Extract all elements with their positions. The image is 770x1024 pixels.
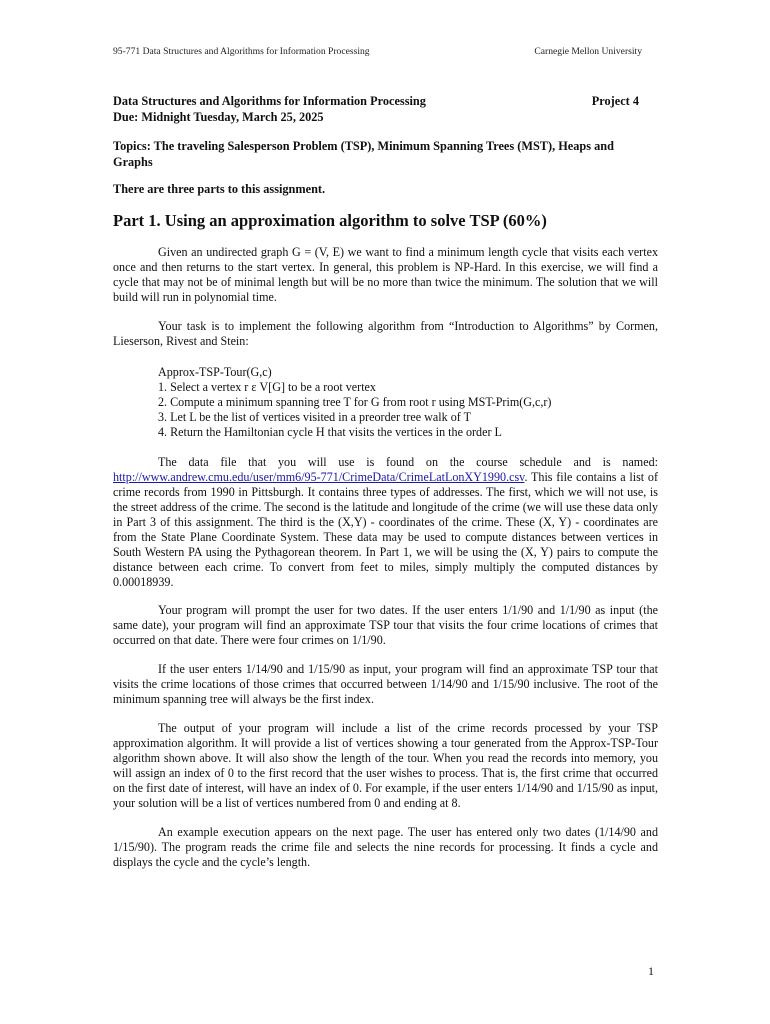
course-header: 95-771 Data Structures and Algorithms for Information Processing: [113, 46, 370, 57]
algorithm-block: [158, 365, 551, 440]
paragraph-output: [113, 721, 658, 811]
topics: Topics: The traveling Salesperson Problem (TSP), Minimum Spanning Trees (MST), Heaps and Graphs: [113, 139, 614, 169]
course-title: Data Structures and Algorithms for Information Processing: [113, 94, 426, 108]
paragraph-data-file-text: . This file contains a list of crime records from 1990 in Pittsburgh. It contains three types of addresses. The first, which we will not use, is the street address of the crime. The second is the latitude and longitude of the crime (we will use these data only in Part 3 of this assignment. The third is the (X,Y) - coordinates of the crime. These (X, Y) - coordinates are from the State Plane Coordinate System. These data may be used to compute distances between vertices in South Western PA using the Pythagorean theorem. In Part 1, we will be using the (X, Y) pairs to compute the distance between each crime. To convert from feet to miles, simply multiply the computed distances by 0.00018939.: [113, 470, 658, 589]
due-date: Due: Midnight Tuesday, March 25, 2025: [113, 110, 324, 124]
parts-intro: There are three parts to this assignment.: [113, 182, 326, 196]
algorithm-line: 2. Compute a minimum spanning tree T for G from root r using MST-Prim(G,c,r): [158, 395, 552, 409]
algorithm-line: 1. Select a vertex r ε V[G] to be a root vertex: [158, 380, 376, 394]
university-header: Carnegie Mellon University: [534, 46, 642, 57]
paragraph-example-text: An example execution appears on the next page. The user has entered only two dates (1/14/90 and 1/15/90). The program reads the crime file and selects the nine records for processing. It finds a cycle and displays the cycle and the cycle’s length.: [113, 825, 658, 869]
paragraph-task-text: Your task is to implement the following algorithm from “Introduction to Algorithms” by Cormen, Lieserson, Rivest and Stein:: [113, 319, 658, 348]
running-header: [113, 46, 642, 57]
paragraph-task: [113, 319, 658, 349]
algorithm-line: 3. Let L be the list of vertices visited in a preorder tree walk of T: [158, 410, 471, 424]
paragraph-range-text: If the user enters 1/14/90 and 1/15/90 as input, your program will find an approximate TSP tour that visits the crime locations of those crimes that occurred between 1/14/90 and 1/15/90 inclusive. The root of the minimum spanning tree will always be the first index.: [113, 662, 658, 706]
page-number: 1: [648, 964, 654, 978]
paragraph-prompt: [113, 603, 658, 648]
title-block: [113, 93, 639, 125]
paragraph-intro-text: Given an undirected graph G = (V, E) we want to find a minimum length cycle that visits each vertex once and then returns to the start vertex. In general, this problem is NP-Hard. In this exercise, we will find a cycle that may not be of minimal length but will be no more than twice the minimum. The solution that we will build will run in polynomial time.: [113, 245, 658, 304]
paragraph-output-text: The output of your program will include a list of the crime records processed by your TSP approximation algorithm. It will provide a list of vertices showing a tour generated from the Approx-TSP-Tour algorithm shown above. It will also show the length of the tour. When you read the records into memory, you will assign an index of 0 to the first record that the user wishes to process. That is, the first crime that occurred on the first date of interest, will have an index of 0. For example, if the user enters 1/14/90 and 1/15/90 as input, your solution will be a list of vertices numbered from 0 and ending at 8.: [113, 721, 658, 810]
algorithm-line: Approx-TSP-Tour(G,c): [158, 365, 272, 379]
algorithm-line: 4. Return the Hamiltonian cycle H that visits the vertices in the order L: [158, 425, 502, 439]
paragraph-intro: [113, 245, 658, 305]
data-file-link[interactable]: http://www.andrew.cmu.edu/user/mm6/95-771/CrimeData/CrimeLatLonXY1990.csv: [113, 470, 525, 484]
paragraph-prompt-text: Your program will prompt the user for two dates. If the user enters 1/1/90 and 1/1/90 as input (the same date), your program will find an approximate TSP tour that visits the four crime locations of crimes that occurred on that date. There were four crimes on 1/1/90.: [113, 603, 658, 647]
paragraph-data-file-intro: The data file that you will use is found on the course schedule and is named:: [158, 455, 658, 469]
project-label: Project 4: [591, 94, 639, 108]
paragraph-example: [113, 825, 658, 870]
paragraph-data-file: [113, 455, 658, 590]
part1-heading: Part 1. Using an approximation algorithm to solve TSP (60%): [113, 211, 547, 230]
paragraph-range: [113, 662, 658, 707]
